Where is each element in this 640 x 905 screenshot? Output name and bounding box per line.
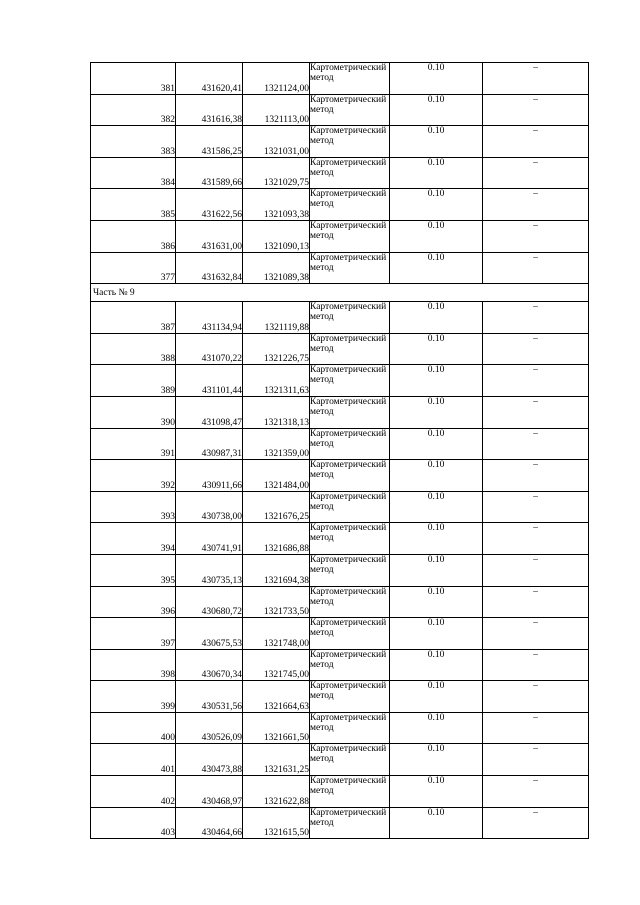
table-row — [91, 523, 589, 555]
table-row — [91, 220, 589, 252]
accuracy-cell: 0.10 — [390, 428, 483, 460]
table-row — [91, 94, 589, 126]
y-coordinate-cell: 1321226,75 — [243, 333, 310, 365]
method-cell: Картометрический метод — [310, 126, 390, 158]
method-cell: Картометрический метод — [310, 365, 390, 397]
accuracy-cell: 0.10 — [390, 554, 483, 586]
table-row — [91, 681, 589, 713]
coordinates-table — [90, 62, 589, 839]
point-number-cell: 401 — [91, 744, 176, 776]
method-cell: Картометрический метод — [310, 681, 390, 713]
method-cell: Картометрический метод — [310, 189, 390, 221]
y-coordinate-cell: 1321124,00 — [243, 63, 310, 95]
point-number-cell: 389 — [91, 365, 176, 397]
description-cell: – — [483, 302, 589, 334]
point-number-cell: 399 — [91, 681, 176, 713]
table-row — [91, 428, 589, 460]
accuracy-cell: 0.10 — [390, 396, 483, 428]
y-coordinate-cell: 1321090,13 — [243, 220, 310, 252]
description-cell: – — [483, 94, 589, 126]
table-row — [91, 491, 589, 523]
accuracy-cell: 0.10 — [390, 618, 483, 650]
accuracy-cell: 0.10 — [390, 807, 483, 839]
y-coordinate-cell: 1321661,50 — [243, 712, 310, 744]
description-cell: – — [483, 428, 589, 460]
description-cell: – — [483, 252, 589, 284]
y-coordinate-cell: 1321745,00 — [243, 649, 310, 681]
x-coordinate-cell: 430987,31 — [176, 428, 243, 460]
description-cell: – — [483, 460, 589, 492]
x-coordinate-cell: 431101,44 — [176, 365, 243, 397]
y-coordinate-cell: 1321089,38 — [243, 252, 310, 284]
table-row — [91, 586, 589, 618]
method-cell: Картометрический метод — [310, 744, 390, 776]
x-coordinate-cell: 431632,84 — [176, 252, 243, 284]
point-number-cell: 394 — [91, 523, 176, 555]
x-coordinate-cell: 431134,94 — [176, 302, 243, 334]
point-number-cell: 382 — [91, 94, 176, 126]
point-number-cell: 403 — [91, 807, 176, 839]
x-coordinate-cell: 431586,25 — [176, 126, 243, 158]
description-cell: – — [483, 157, 589, 189]
accuracy-cell: 0.10 — [390, 523, 483, 555]
accuracy-cell: 0.10 — [390, 460, 483, 492]
method-cell: Картометрический метод — [310, 523, 390, 555]
description-cell: – — [483, 681, 589, 713]
method-cell: Картометрический метод — [310, 554, 390, 586]
table-row — [91, 460, 589, 492]
accuracy-cell: 0.10 — [390, 649, 483, 681]
point-number-cell: 400 — [91, 712, 176, 744]
table-row — [91, 807, 589, 839]
accuracy-cell: 0.10 — [390, 94, 483, 126]
description-cell: – — [483, 63, 589, 95]
accuracy-cell: 0.10 — [390, 126, 483, 158]
table-row — [91, 649, 589, 681]
method-cell: Картометрический метод — [310, 428, 390, 460]
table-row — [91, 618, 589, 650]
y-coordinate-cell: 1321113,00 — [243, 94, 310, 126]
accuracy-cell: 0.10 — [390, 157, 483, 189]
point-number-cell: 397 — [91, 618, 176, 650]
method-cell: Картометрический метод — [310, 807, 390, 839]
y-coordinate-cell: 1321031,00 — [243, 126, 310, 158]
method-cell: Картометрический метод — [310, 618, 390, 650]
description-cell: – — [483, 554, 589, 586]
method-cell: Картометрический метод — [310, 220, 390, 252]
table-row — [91, 189, 589, 221]
y-coordinate-cell: 1321359,00 — [243, 428, 310, 460]
point-number-cell: 398 — [91, 649, 176, 681]
x-coordinate-cell: 431622,56 — [176, 189, 243, 221]
y-coordinate-cell: 1321615,50 — [243, 807, 310, 839]
accuracy-cell: 0.10 — [390, 776, 483, 808]
x-coordinate-cell: 431098,47 — [176, 396, 243, 428]
accuracy-cell: 0.10 — [390, 252, 483, 284]
description-cell: – — [483, 807, 589, 839]
description-cell: – — [483, 189, 589, 221]
accuracy-cell: 0.10 — [390, 586, 483, 618]
description-cell: – — [483, 523, 589, 555]
table-row — [91, 365, 589, 397]
accuracy-cell: 0.10 — [390, 681, 483, 713]
point-number-cell: 381 — [91, 63, 176, 95]
description-cell: – — [483, 126, 589, 158]
description-cell: – — [483, 220, 589, 252]
point-number-cell: 396 — [91, 586, 176, 618]
y-coordinate-cell: 1321676,25 — [243, 491, 310, 523]
y-coordinate-cell: 1321029,75 — [243, 157, 310, 189]
y-coordinate-cell: 1321631,25 — [243, 744, 310, 776]
method-cell: Картометрический метод — [310, 252, 390, 284]
x-coordinate-cell: 430680,72 — [176, 586, 243, 618]
accuracy-cell: 0.10 — [390, 333, 483, 365]
x-coordinate-cell: 430464,66 — [176, 807, 243, 839]
method-cell: Картометрический метод — [310, 63, 390, 95]
point-number-cell: 383 — [91, 126, 176, 158]
y-coordinate-cell: 1321093,38 — [243, 189, 310, 221]
x-coordinate-cell: 430741,91 — [176, 523, 243, 555]
method-cell: Картометрический метод — [310, 94, 390, 126]
x-coordinate-cell: 431070,22 — [176, 333, 243, 365]
method-cell: Картометрический метод — [310, 649, 390, 681]
point-number-cell: 387 — [91, 302, 176, 334]
method-cell: Картометрический метод — [310, 157, 390, 189]
y-coordinate-cell: 1321748,00 — [243, 618, 310, 650]
x-coordinate-cell: 431616,38 — [176, 94, 243, 126]
x-coordinate-cell: 431589,66 — [176, 157, 243, 189]
point-number-cell: 395 — [91, 554, 176, 586]
table-row — [91, 712, 589, 744]
x-coordinate-cell: 430526,09 — [176, 712, 243, 744]
x-coordinate-cell: 430735,13 — [176, 554, 243, 586]
accuracy-cell: 0.10 — [390, 189, 483, 221]
accuracy-cell: 0.10 — [390, 63, 483, 95]
point-number-cell: 385 — [91, 189, 176, 221]
x-coordinate-cell: 430911,66 — [176, 460, 243, 492]
description-cell: – — [483, 333, 589, 365]
description-cell: – — [483, 776, 589, 808]
method-cell: Картометрический метод — [310, 333, 390, 365]
description-cell: – — [483, 712, 589, 744]
y-coordinate-cell: 1321733,50 — [243, 586, 310, 618]
description-cell: – — [483, 586, 589, 618]
point-number-cell: 384 — [91, 157, 176, 189]
description-cell: – — [483, 365, 589, 397]
table-row — [91, 554, 589, 586]
y-coordinate-cell: 1321686,88 — [243, 523, 310, 555]
y-coordinate-cell: 1321318,13 — [243, 396, 310, 428]
table-row — [91, 302, 589, 334]
method-cell: Картометрический метод — [310, 302, 390, 334]
description-cell: – — [483, 491, 589, 523]
point-number-cell: 402 — [91, 776, 176, 808]
y-coordinate-cell: 1321664,63 — [243, 681, 310, 713]
accuracy-cell: 0.10 — [390, 744, 483, 776]
table-row — [91, 744, 589, 776]
point-number-cell: 392 — [91, 460, 176, 492]
x-coordinate-cell: 430468,97 — [176, 776, 243, 808]
part-label: Часть № 9 — [91, 284, 589, 302]
accuracy-cell: 0.10 — [390, 712, 483, 744]
x-coordinate-cell: 430675,53 — [176, 618, 243, 650]
table-body — [91, 63, 589, 839]
accuracy-cell: 0.10 — [390, 365, 483, 397]
method-cell: Картометрический метод — [310, 712, 390, 744]
x-coordinate-cell: 430473,88 — [176, 744, 243, 776]
method-cell: Картометрический метод — [310, 460, 390, 492]
method-cell: Картометрический метод — [310, 396, 390, 428]
y-coordinate-cell: 1321694,38 — [243, 554, 310, 586]
method-cell: Картометрический метод — [310, 491, 390, 523]
description-cell: – — [483, 744, 589, 776]
method-cell: Картометрический метод — [310, 776, 390, 808]
point-number-cell: 393 — [91, 491, 176, 523]
x-coordinate-cell: 430738,00 — [176, 491, 243, 523]
point-number-cell: 391 — [91, 428, 176, 460]
accuracy-cell: 0.10 — [390, 491, 483, 523]
accuracy-cell: 0.10 — [390, 302, 483, 334]
table-row — [91, 396, 589, 428]
y-coordinate-cell: 1321622,88 — [243, 776, 310, 808]
table-row — [91, 252, 589, 284]
description-cell: – — [483, 618, 589, 650]
x-coordinate-cell: 431620,41 — [176, 63, 243, 95]
description-cell: – — [483, 649, 589, 681]
point-number-cell: 388 — [91, 333, 176, 365]
table-row — [91, 776, 589, 808]
point-number-cell: 390 — [91, 396, 176, 428]
x-coordinate-cell: 430531,56 — [176, 681, 243, 713]
y-coordinate-cell: 1321311,63 — [243, 365, 310, 397]
part-header-row — [91, 284, 589, 302]
point-number-cell: 377 — [91, 252, 176, 284]
x-coordinate-cell: 430670,34 — [176, 649, 243, 681]
accuracy-cell: 0.10 — [390, 220, 483, 252]
y-coordinate-cell: 1321119,88 — [243, 302, 310, 334]
table-row — [91, 63, 589, 95]
description-cell: – — [483, 396, 589, 428]
table-row — [91, 126, 589, 158]
point-number-cell: 386 — [91, 220, 176, 252]
y-coordinate-cell: 1321484,00 — [243, 460, 310, 492]
table-row — [91, 333, 589, 365]
x-coordinate-cell: 431631,00 — [176, 220, 243, 252]
table-row — [91, 157, 589, 189]
method-cell: Картометрический метод — [310, 586, 390, 618]
